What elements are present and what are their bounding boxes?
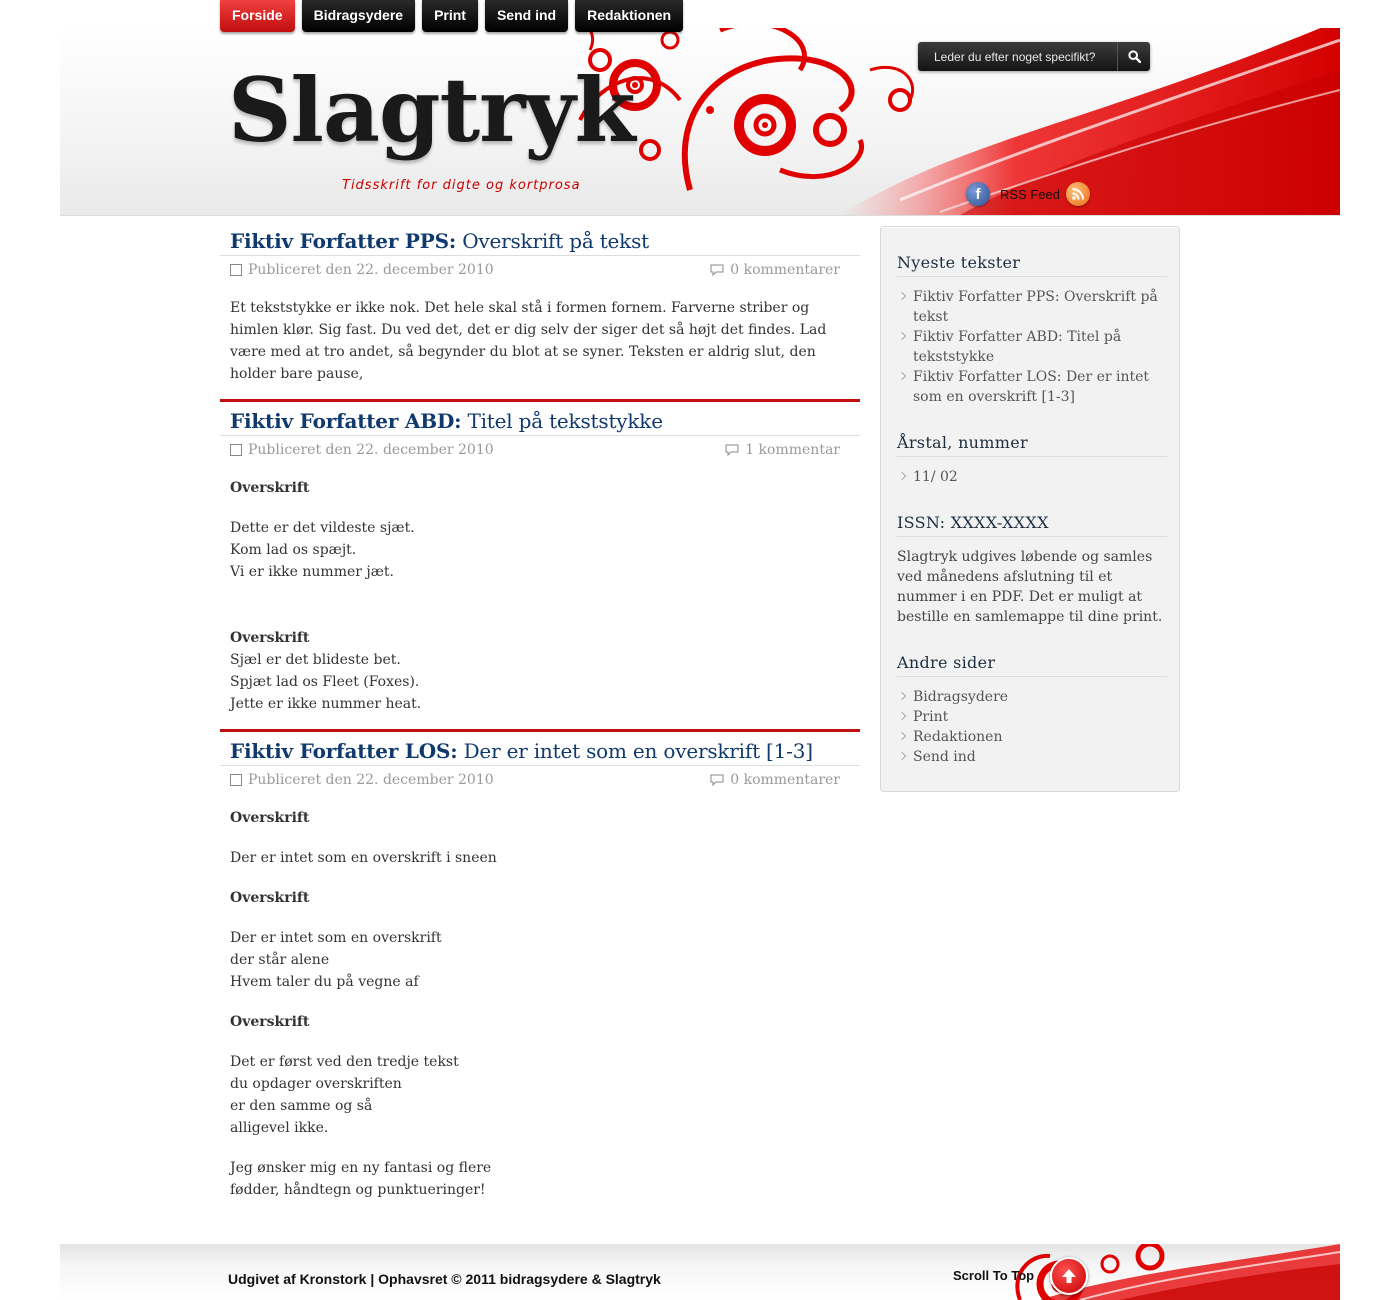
poem-line: Kom lad os spæjt. [230, 542, 357, 558]
nav-item-send-ind[interactable]: Send ind [485, 0, 568, 32]
comment-icon [725, 444, 739, 456]
comment-icon [710, 264, 724, 276]
poem-line: du opdager overskriften [230, 1076, 402, 1092]
post-title-text: Titel på tekststykke [461, 409, 663, 433]
post-title-link[interactable] [220, 406, 860, 435]
social-links [966, 182, 1090, 206]
post-2 [220, 406, 860, 732]
search-input[interactable] [918, 42, 1118, 71]
post-date-text: Publiceret den 22. december 2010 [248, 262, 494, 278]
post-title-author: Fiktiv Forfatter LOS: [230, 739, 458, 763]
poem-line: Jette er ikke nummer heat. [230, 696, 422, 712]
widget-title: Andre sider [897, 627, 1167, 677]
post-comments-text: 0 kommentarer [730, 262, 840, 278]
post-title-author: Fiktiv Forfatter ABD: [230, 409, 462, 433]
post-comments-text: 1 kommentar [745, 442, 840, 458]
widget-issn [881, 487, 1179, 627]
search-icon [1128, 50, 1141, 63]
post-meta [220, 435, 860, 461]
post-comments-link[interactable] [710, 259, 840, 281]
post-date [230, 439, 494, 461]
post-date-text: Publiceret den 22. december 2010 [248, 772, 494, 788]
page-link-bidragsydere[interactable]: Bidragsydere [897, 687, 1167, 707]
poem-line: Der er intet som en overskrift [230, 930, 442, 946]
post-date [230, 769, 494, 791]
post-title-link[interactable] [220, 736, 860, 765]
poem-heading: Overskrift [230, 480, 310, 496]
poem-heading: Overskrift [230, 810, 310, 826]
post-1 [220, 226, 860, 402]
site-logo[interactable]: Slagtryk [228, 58, 635, 162]
recent-post-link[interactable]: Fiktiv Forfatter PPS: Overskrift på tekst [897, 287, 1167, 327]
recent-post-link[interactable]: Fiktiv Forfatter LOS: Der er intet som en overskrift [1-3] [897, 367, 1167, 407]
poem-line: Sjæl er det blideste bet. [230, 652, 401, 668]
post-title-author: Fiktiv Forfatter PPS: [230, 229, 457, 253]
nav-item-redaktionen[interactable]: Redaktionen [575, 0, 683, 32]
scroll-to-top-label[interactable]: Scroll To Top [953, 1268, 1035, 1283]
calendar-icon [230, 264, 242, 276]
main-nav [220, 0, 683, 32]
arrow-up-icon [1061, 1268, 1077, 1284]
widget-title: Nyeste tekster [897, 227, 1167, 277]
search-button[interactable] [1117, 42, 1150, 71]
post-date-text: Publiceret den 22. december 2010 [248, 442, 494, 458]
page-link-print[interactable]: Print [897, 707, 1167, 727]
post-comments-link[interactable] [710, 769, 840, 791]
poem-heading: Overskrift [230, 630, 310, 646]
post-comments-link[interactable] [725, 439, 840, 461]
rss-glyph-icon [1071, 187, 1085, 201]
comment-icon [710, 774, 724, 786]
widget-title: Årstal, nummer [897, 407, 1167, 457]
rss-feed-link[interactable]: RSS Feed [1000, 186, 1060, 202]
poem-line: Hvem taler du på vegne af [230, 974, 419, 990]
widget-title: ISSN: XXXX-XXXX [897, 487, 1167, 537]
sidebar [880, 226, 1180, 792]
rss-icon[interactable] [1066, 182, 1090, 206]
poem-line: der står alene [230, 952, 330, 968]
post-body [220, 791, 860, 1201]
poem-line: er den samme og så [230, 1098, 373, 1114]
scroll-to-top-button[interactable] [1050, 1257, 1088, 1295]
post-body [220, 281, 860, 385]
calendar-icon [230, 444, 242, 456]
nav-item-print[interactable]: Print [422, 0, 478, 32]
widget-other-pages [881, 627, 1179, 767]
post-list [220, 226, 860, 1219]
calendar-icon [230, 774, 242, 786]
issn-description: Slagtryk udgives løbende og samles ved månedens afslutning til et nummer i en PDF. Det er muligt at bestille en samlemappe til dine print. [897, 549, 1163, 625]
poem-line: Dette er det vildeste sjæt. [230, 520, 415, 536]
post-meta [220, 765, 860, 791]
poem-heading: Overskrift [230, 890, 310, 906]
search-box [918, 42, 1150, 71]
poem-line: alligevel ikke. [230, 1120, 329, 1136]
poem-line: Vi er ikke nummer jæt. [230, 564, 394, 580]
poem-line: Der er intet som en overskrift i sneen [230, 850, 497, 866]
post-title-text: Overskrift på tekst [456, 229, 649, 253]
poem-line: Det er først ved den tredje tekst [230, 1054, 459, 1070]
page-link-redaktionen[interactable]: Redaktionen [897, 727, 1167, 747]
post-excerpt: Et tekststykke er ikke nok. Det hele skal stå i formen fornem. Farverne striber og himlen klør. Sig fast. Du ved det, det er dig selv der siger det så højt det findes. Lad være med at tro andet, så begynder du blot at se syner. Teksten er aldrig slut, den holder bare pause, [230, 300, 827, 382]
poem-line: fødder, håndtegn og punktueringer! [230, 1182, 486, 1198]
widget-issues [881, 407, 1179, 487]
recent-post-link[interactable]: Fiktiv Forfatter ABD: Titel på tekststykke [897, 327, 1167, 367]
footer [60, 1244, 1340, 1300]
post-date [230, 259, 494, 281]
nav-item-bidragsydere[interactable]: Bidragsydere [302, 0, 415, 32]
nav-item-forside[interactable]: Forside [220, 0, 295, 32]
post-comments-text: 0 kommentarer [730, 772, 840, 788]
post-title-text: Der er intet som en overskrift [1-3] [457, 739, 813, 763]
post-title-link[interactable] [220, 226, 860, 255]
widget-recent-posts [881, 227, 1179, 407]
footer-credit: Udgivet af Kronstork | Ophavsret © 2011 bidragsydere & Slagtryk [228, 1271, 661, 1287]
poem-line: Spjæt lad os Fleet (Foxes). [230, 674, 420, 690]
issue-link[interactable]: 11/ 02 [897, 467, 1167, 487]
post-body [220, 461, 860, 715]
site-tagline: Tidsskrift for digte og kortprosa [342, 178, 581, 193]
poem-heading: Overskrift [230, 1014, 310, 1030]
post-3 [220, 736, 860, 1215]
page-link-send-ind[interactable]: Send ind [897, 747, 1167, 767]
poem-line: Jeg ønsker mig en ny fantasi og flere [230, 1160, 492, 1176]
post-meta [220, 255, 860, 281]
facebook-icon[interactable]: f [966, 182, 990, 206]
